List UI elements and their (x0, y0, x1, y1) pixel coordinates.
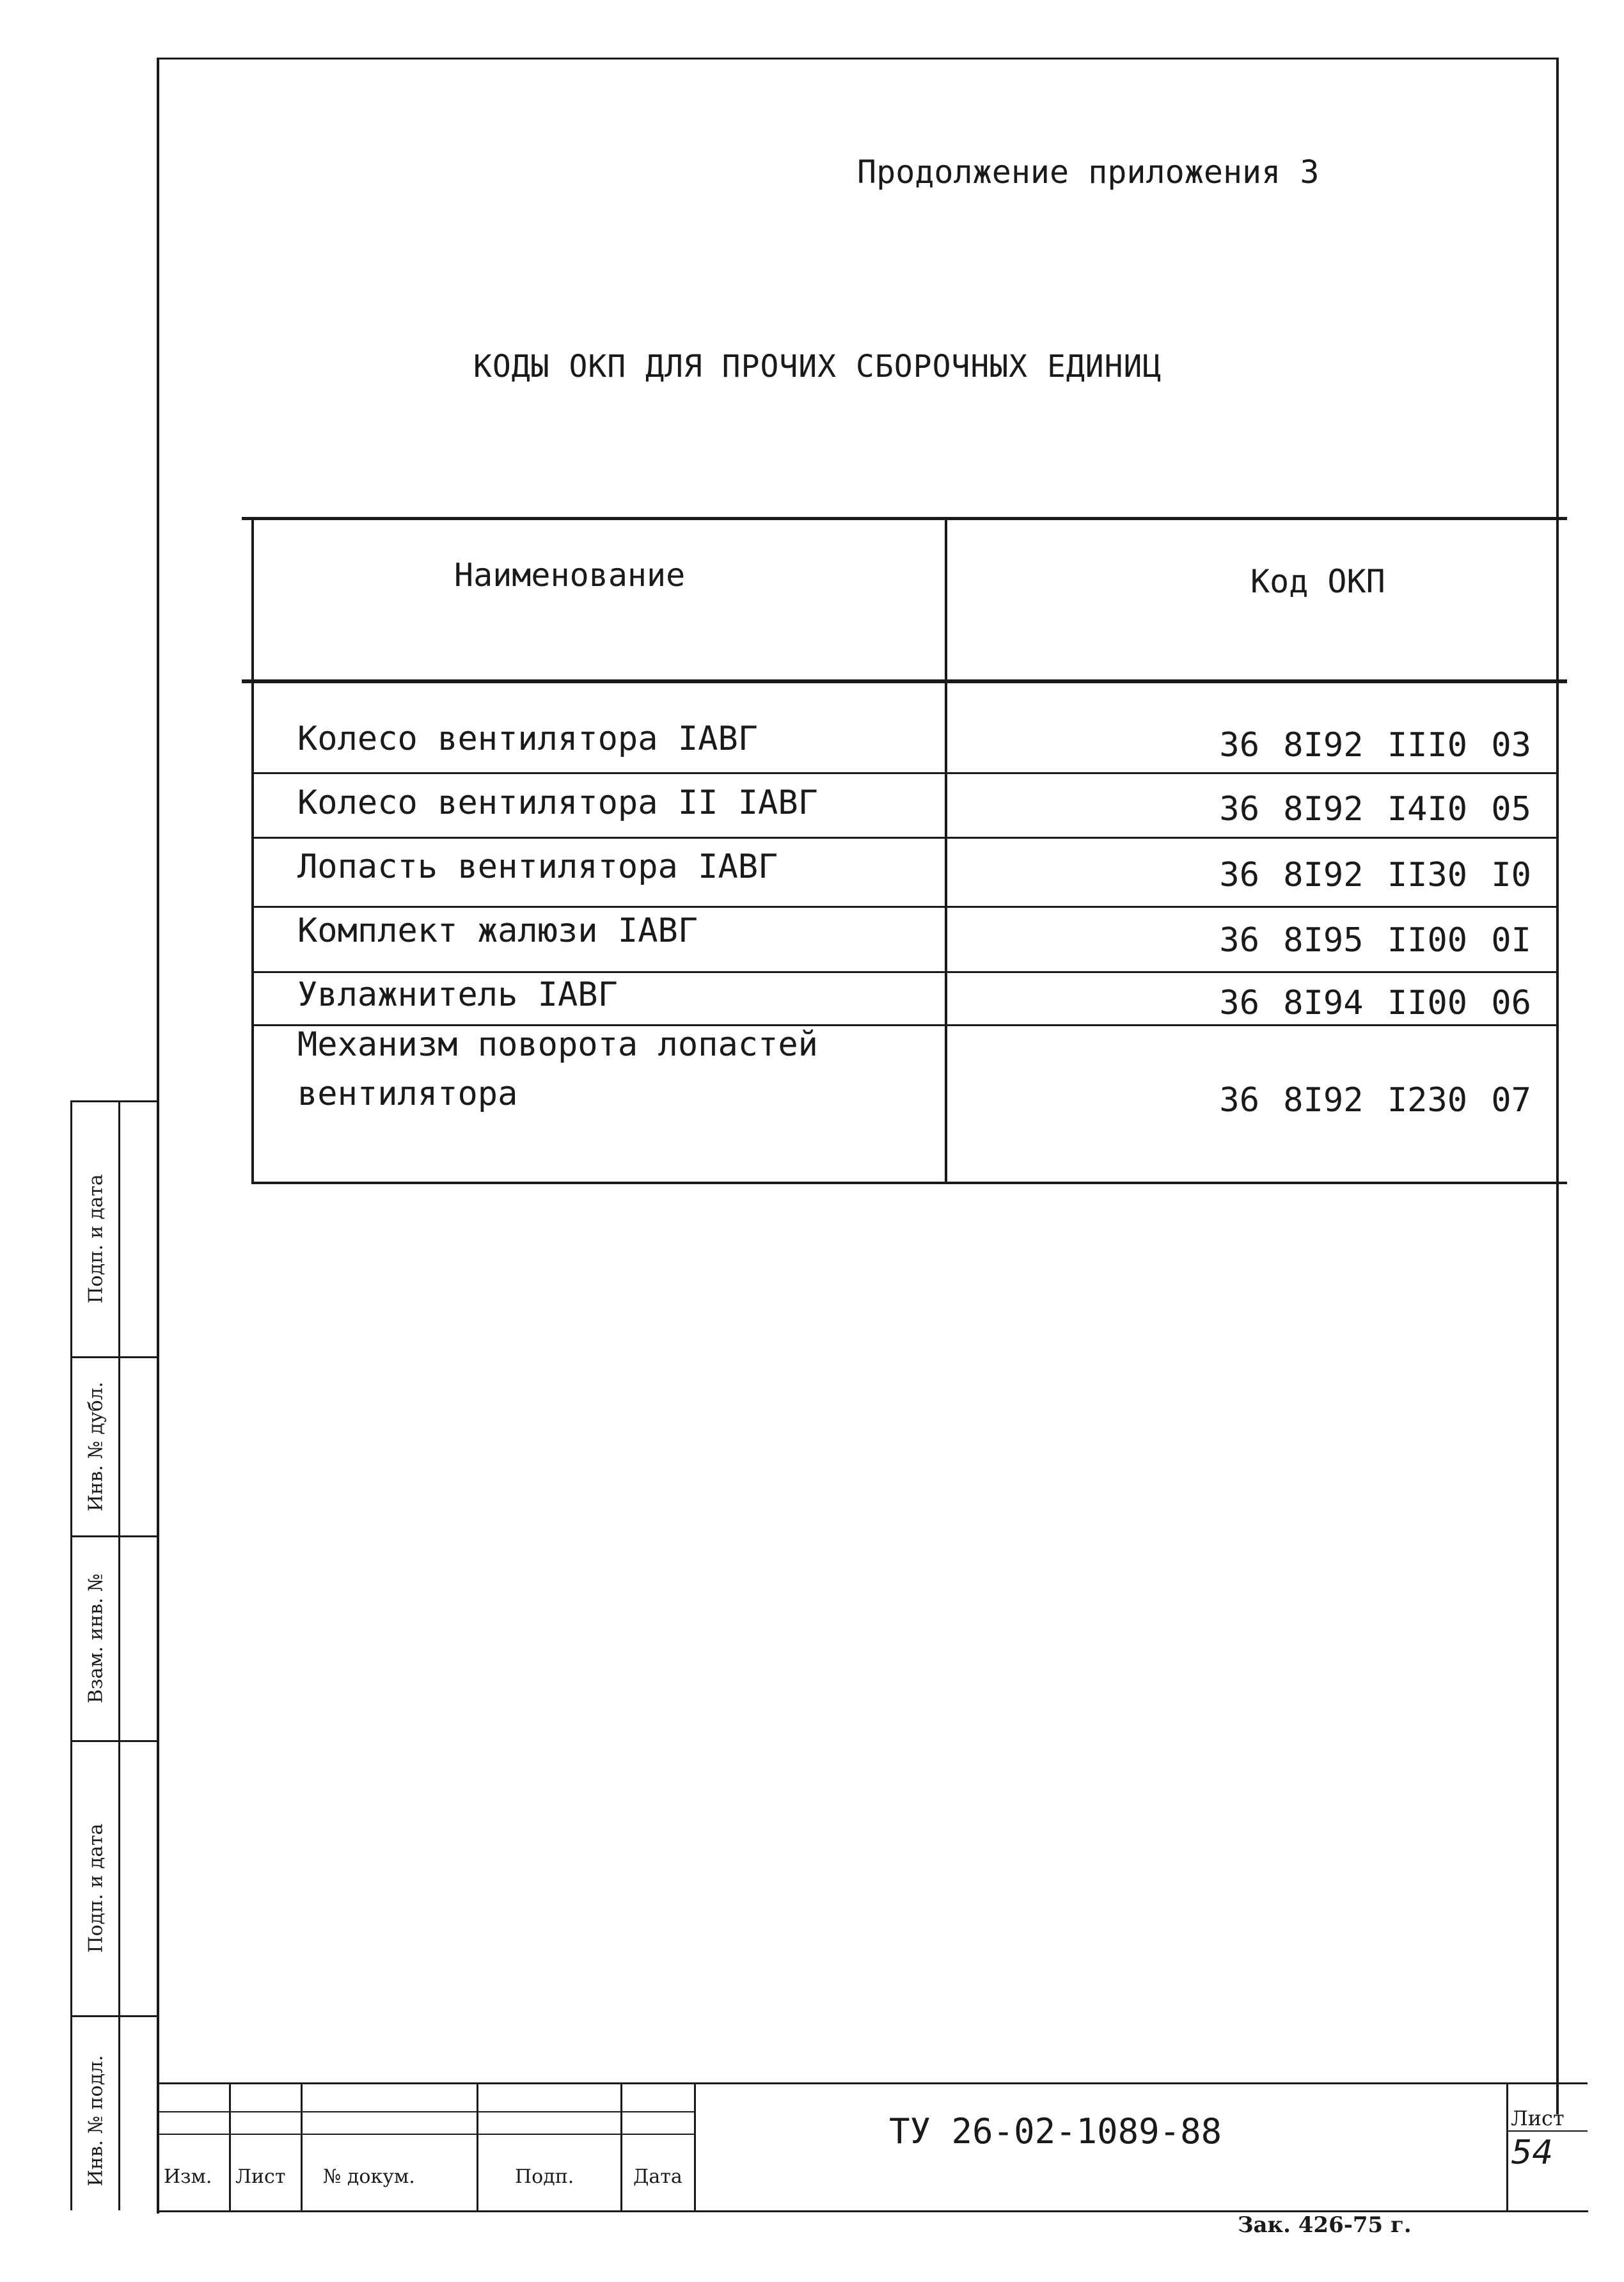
stamp-top (70, 1100, 158, 1102)
sheet-number: 54 (1511, 2134, 1554, 2172)
table-cell-name: Увлажнитель IАВГ (297, 976, 618, 1014)
frame-right-border (1556, 58, 1559, 2114)
stamp-divider (70, 1535, 158, 1537)
title-block-col (1506, 2082, 1508, 2210)
title-block-row (159, 2134, 695, 2135)
table-cell-code: 36 8I94 II00 06 (1219, 984, 1531, 1022)
frame-top-border (157, 58, 1557, 59)
title-block-col (694, 2082, 696, 2210)
table-cell-name: Лопасть вентилятора IАВГ (297, 848, 778, 886)
column-header-name: Наименование (454, 557, 686, 594)
table-header-rule (242, 679, 1567, 683)
stamp-divider (70, 2015, 158, 2017)
table-cell-code: 36 8I92 I230 07 (1219, 1081, 1531, 1120)
table-cell-name: Колесо вентилятора IАВГ (297, 720, 759, 758)
table-cell-name: Колесо вентилятора II IАВГ (297, 784, 818, 822)
document-designation: ТУ 26-02-1089-88 (889, 2111, 1222, 2151)
caption-doc-number: № докум. (323, 2166, 415, 2188)
table-top-rule (242, 517, 1567, 520)
table-bottom-rule (251, 1182, 1567, 1184)
title-block-col (301, 2082, 303, 2210)
caption-date: Дата (633, 2166, 682, 2188)
caption-change: Изм. (164, 2166, 212, 2188)
table-cell-name: вентилятора (297, 1075, 518, 1113)
print-order-note: Зак. 426-75 г. (1238, 2212, 1412, 2238)
table-cell-code: 36 8I92 III0 03 (1219, 726, 1531, 765)
stamp-divider (70, 1740, 158, 1742)
title-block-col (477, 2082, 478, 2210)
table-cell-code: 36 8I92 II30 I0 (1219, 856, 1531, 894)
column-header-code: Код ОКП (1250, 563, 1385, 600)
table-column-divider (945, 517, 947, 1184)
row-rule (254, 837, 1559, 839)
title-block-top (159, 2082, 1588, 2084)
table-cell-name: Комплект жалюзи IАВГ (297, 912, 698, 950)
table-cell-code: 36 8I92 I4I0 05 (1219, 790, 1531, 828)
side-label-sign-date: Подп. и дата (84, 1174, 107, 1304)
sheet-box-divider (1506, 2130, 1588, 2132)
side-label-dup-inventory: Инв. № дубл. (84, 1381, 107, 1512)
row-rule (254, 906, 1559, 908)
caption-signature: Подп. (515, 2166, 574, 2188)
row-rule (254, 971, 1559, 973)
stamp-divider (70, 1356, 158, 1358)
stamp-outer-left (70, 1100, 72, 2210)
stamp-inner-left (118, 1100, 120, 2210)
title-block-col (620, 2082, 622, 2210)
title-block-col (229, 2082, 231, 2210)
title-block-row (159, 2111, 695, 2112)
table-cell-code: 36 8I95 II00 0I (1219, 921, 1531, 960)
side-label-original-inventory: Инв. № подл. (84, 2055, 107, 2187)
caption-sheet: Лист (235, 2166, 286, 2188)
side-label-sign-date: Подп. и дата (84, 1823, 107, 1953)
sheet-label: Лист (1511, 2106, 1565, 2130)
continuation-heading: Продолжение приложения 3 (857, 154, 1320, 191)
table-cell-name: Механизм поворота лопастей (297, 1026, 818, 1064)
side-label-replaced-inventory: Взам. инв. № (84, 1573, 107, 1704)
page-title: КОДЫ ОКП ДЛЯ ПРОЧИХ СБОРОЧНЫХ ЕДИНИЦ (473, 349, 1162, 384)
frame-left-border (157, 58, 159, 2214)
row-rule (254, 772, 1559, 774)
table-left-rule (251, 517, 254, 1184)
